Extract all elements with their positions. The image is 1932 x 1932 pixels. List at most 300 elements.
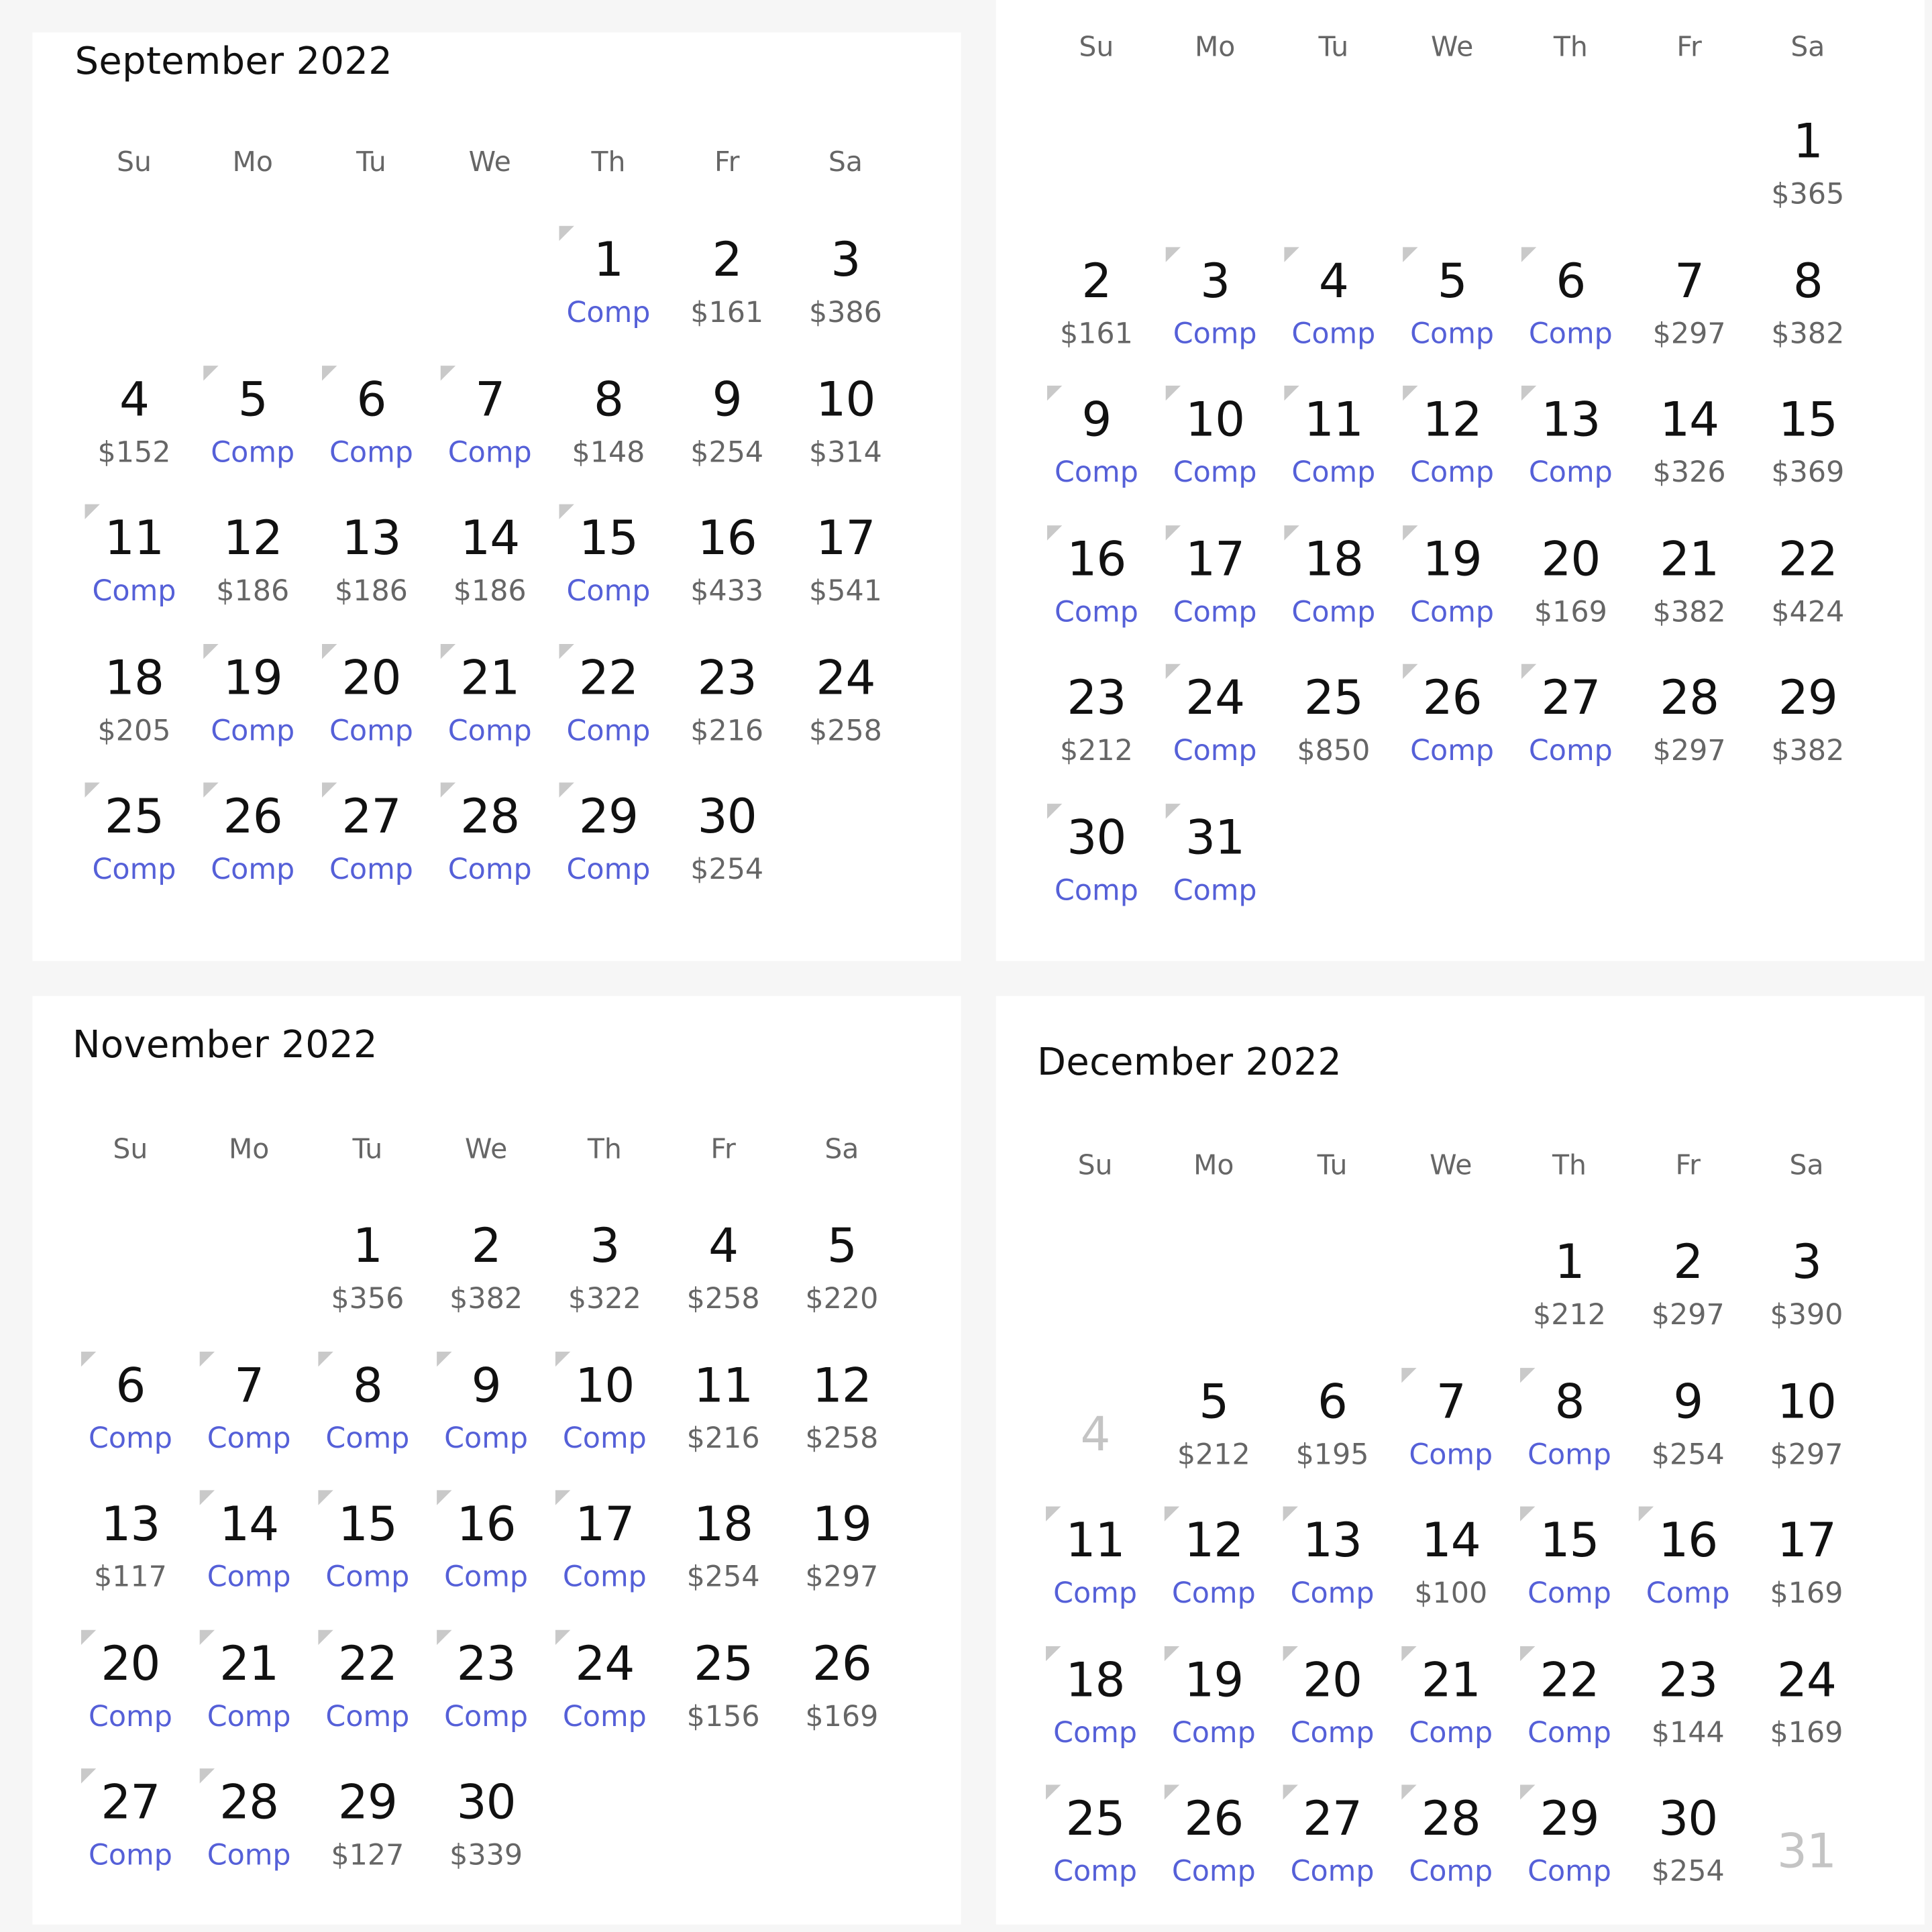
day-number: 15 xyxy=(1778,392,1837,447)
day-cell[interactable] xyxy=(1748,1228,1866,1367)
weekday-header xyxy=(71,1132,901,1169)
corner-flag-icon xyxy=(200,1768,215,1783)
day-cell[interactable] xyxy=(667,504,786,643)
weekday-label: Sa xyxy=(824,1134,859,1166)
corner-flag-icon xyxy=(322,783,337,798)
day-cell[interactable] xyxy=(75,504,194,643)
day-number: 2 xyxy=(1081,252,1112,308)
day-cell[interactable] xyxy=(545,1212,664,1351)
day-number: 2 xyxy=(471,1218,501,1273)
day-number: 7 xyxy=(1436,1373,1466,1429)
day-number: 22 xyxy=(337,1635,397,1690)
price-label: $314 xyxy=(808,436,882,469)
day-cell[interactable] xyxy=(1155,1784,1273,1923)
price-label: $169 xyxy=(1534,596,1607,629)
day-cell[interactable] xyxy=(549,783,668,922)
day-number: 12 xyxy=(223,510,282,566)
day-number: 28 xyxy=(1660,670,1719,725)
day-cell[interactable] xyxy=(312,365,431,504)
day-cell[interactable] xyxy=(783,1212,902,1351)
price-label: $541 xyxy=(808,575,882,608)
day-number: 9 xyxy=(1673,1373,1703,1429)
price-label: $258 xyxy=(805,1422,879,1455)
day-number: 7 xyxy=(475,371,505,427)
day-cell[interactable] xyxy=(1748,1507,1866,1646)
day-cell[interactable] xyxy=(549,504,668,643)
day-cell[interactable] xyxy=(664,1351,783,1490)
day-cell[interactable] xyxy=(549,365,668,504)
corner-flag-icon xyxy=(1520,1367,1535,1382)
day-cell[interactable] xyxy=(1748,1646,1866,1784)
corner-flag-icon xyxy=(1166,386,1181,400)
day-cell[interactable] xyxy=(190,1490,309,1629)
empty-cell xyxy=(1391,1228,1510,1367)
day-cell[interactable] xyxy=(309,1629,427,1768)
day-cell[interactable] xyxy=(1393,386,1511,525)
comp-label: Comp xyxy=(444,1422,529,1455)
price-label: $254 xyxy=(690,436,764,469)
day-cell[interactable] xyxy=(309,1490,427,1629)
day-cell[interactable] xyxy=(545,1351,664,1490)
day-number: 13 xyxy=(1541,392,1601,447)
day-number: 17 xyxy=(816,510,875,566)
comp-label: Comp xyxy=(1054,456,1138,490)
day-cell[interactable] xyxy=(1391,1646,1510,1784)
day-cell[interactable] xyxy=(1155,1367,1273,1506)
price-label: $382 xyxy=(1771,735,1845,768)
day-cell[interactable] xyxy=(312,643,431,782)
day-cell[interactable] xyxy=(309,1768,427,1907)
day-cell[interactable] xyxy=(71,1768,190,1907)
day-cell[interactable] xyxy=(1749,525,1868,663)
day-cell[interactable] xyxy=(1510,1646,1629,1784)
comp-label: Comp xyxy=(1053,1717,1137,1750)
price-label: $144 xyxy=(1651,1717,1725,1750)
day-cell[interactable] xyxy=(667,365,786,504)
day-number: 23 xyxy=(1658,1652,1718,1707)
day-cell[interactable] xyxy=(427,1629,545,1768)
price-label: $205 xyxy=(97,714,171,747)
corner-flag-icon xyxy=(81,1629,96,1644)
day-cell[interactable] xyxy=(1391,1367,1510,1506)
price-label: $258 xyxy=(686,1283,760,1316)
month-september-2022 xyxy=(32,32,961,961)
day-number: 26 xyxy=(1422,670,1482,725)
day-cell[interactable] xyxy=(1156,803,1275,942)
day-cell[interactable] xyxy=(1630,246,1749,385)
comp-label: Comp xyxy=(1173,874,1257,907)
day-number: 24 xyxy=(575,1635,635,1690)
corner-flag-icon xyxy=(1403,386,1417,400)
day-number: 26 xyxy=(223,788,282,844)
day-cell[interactable] xyxy=(309,1351,427,1490)
comp-label: Comp xyxy=(1527,1577,1611,1610)
comp-label: Comp xyxy=(444,1561,529,1594)
corner-flag-icon xyxy=(441,365,455,380)
day-cell[interactable] xyxy=(783,1629,902,1768)
day-cell[interactable] xyxy=(190,1629,309,1768)
day-cell[interactable] xyxy=(1155,1507,1273,1646)
corner-flag-icon xyxy=(1283,1646,1298,1660)
day-cell[interactable] xyxy=(1156,525,1275,663)
corner-flag-icon xyxy=(1165,1784,1179,1799)
day-cell[interactable] xyxy=(1273,1784,1392,1923)
corner-flag-icon xyxy=(1284,525,1299,539)
day-cell[interactable] xyxy=(1037,386,1156,525)
day-cell[interactable] xyxy=(664,1212,783,1351)
weekday-label: Th xyxy=(587,1134,622,1166)
price-label: $212 xyxy=(1177,1438,1250,1471)
weekday-label: Mo xyxy=(232,147,273,179)
day-number: 11 xyxy=(694,1357,753,1413)
comp-label: Comp xyxy=(325,1700,410,1733)
day-number: 20 xyxy=(1302,1652,1362,1707)
day-cell[interactable] xyxy=(1749,107,1868,246)
day-grid xyxy=(1037,107,1867,943)
day-cell[interactable] xyxy=(1629,1784,1748,1923)
day-number: 21 xyxy=(1660,531,1719,586)
day-cell[interactable] xyxy=(431,783,549,922)
day-number: 3 xyxy=(830,232,861,287)
comp-label: Comp xyxy=(566,297,651,330)
day-cell[interactable] xyxy=(75,643,194,782)
empty-cell xyxy=(1275,107,1393,246)
day-cell[interactable] xyxy=(783,1490,902,1629)
day-cell[interactable] xyxy=(1749,246,1868,385)
day-number: 27 xyxy=(1541,670,1601,725)
day-cell[interactable] xyxy=(193,783,312,922)
day-cell[interactable] xyxy=(1391,1507,1510,1646)
corner-flag-icon xyxy=(1283,1784,1298,1799)
comp-label: Comp xyxy=(1171,1577,1256,1610)
day-cell[interactable] xyxy=(1629,1367,1748,1506)
price-label: $117 xyxy=(93,1561,167,1594)
corner-flag-icon xyxy=(81,1768,96,1783)
corner-flag-icon xyxy=(1046,1784,1061,1799)
corner-flag-icon xyxy=(559,226,574,241)
corner-flag-icon xyxy=(81,1351,96,1366)
day-cell[interactable] xyxy=(1155,1646,1273,1784)
weekday-label: Th xyxy=(591,147,626,179)
day-number: 19 xyxy=(812,1496,871,1552)
day-number: 23 xyxy=(697,649,757,705)
comp-label: Comp xyxy=(211,853,295,886)
day-cell[interactable] xyxy=(667,783,786,922)
day-number: 27 xyxy=(1302,1790,1362,1846)
day-number: 3 xyxy=(1200,252,1230,308)
day-cell[interactable] xyxy=(1037,246,1156,385)
day-number: 30 xyxy=(697,788,757,844)
comp-label: Comp xyxy=(207,1700,291,1733)
day-number: 21 xyxy=(1421,1652,1481,1707)
day-cell[interactable] xyxy=(667,643,786,782)
day-number: 27 xyxy=(101,1774,160,1830)
price-label: $297 xyxy=(805,1561,879,1594)
day-cell[interactable] xyxy=(783,1351,902,1490)
corner-flag-icon xyxy=(1165,1507,1179,1521)
comp-label: Comp xyxy=(329,436,413,469)
day-grid xyxy=(75,226,905,922)
day-number: 14 xyxy=(1421,1512,1481,1568)
day-number: 12 xyxy=(812,1357,871,1413)
weekday-label: Fr xyxy=(714,147,740,179)
corner-flag-icon xyxy=(1521,386,1536,400)
comp-label: Comp xyxy=(1054,596,1138,629)
day-number: 8 xyxy=(352,1357,382,1413)
day-cell[interactable] xyxy=(1630,525,1749,663)
corner-flag-icon xyxy=(1046,1646,1061,1660)
comp-label: Comp xyxy=(1291,317,1376,350)
weekday-label: Fr xyxy=(1676,32,1702,64)
price-label: $186 xyxy=(453,575,527,608)
day-number: 1 xyxy=(1554,1234,1585,1289)
day-number: 13 xyxy=(101,1496,160,1552)
day-cell[interactable] xyxy=(1273,1367,1392,1506)
day-cell[interactable] xyxy=(1630,386,1749,525)
day-cell[interactable] xyxy=(1275,525,1393,663)
day-cell[interactable] xyxy=(1275,664,1393,803)
price-label: $216 xyxy=(686,1422,760,1455)
day-cell[interactable] xyxy=(1511,246,1630,385)
day-cell[interactable] xyxy=(1275,386,1393,525)
day-cell[interactable] xyxy=(312,504,431,643)
day-cell[interactable] xyxy=(190,1768,309,1907)
day-number: 1 xyxy=(1792,113,1823,169)
day-cell[interactable] xyxy=(1630,664,1749,803)
corner-flag-icon xyxy=(1403,246,1417,261)
comp-label: Comp xyxy=(211,436,295,469)
day-number: 6 xyxy=(356,371,386,427)
day-cell[interactable] xyxy=(1037,664,1156,803)
day-cell[interactable] xyxy=(1510,1507,1629,1646)
day-cell[interactable] xyxy=(1391,1784,1510,1923)
comp-label: Comp xyxy=(1053,1856,1137,1888)
comp-label: Comp xyxy=(562,1561,647,1594)
day-number: 3 xyxy=(590,1218,620,1273)
comp-label: Comp xyxy=(207,1422,291,1455)
comp-label: Comp xyxy=(1646,1577,1730,1610)
day-cell[interactable] xyxy=(1510,1367,1629,1506)
weekday-label: Mo xyxy=(1193,1150,1234,1182)
day-cell[interactable] xyxy=(1036,1507,1155,1646)
corner-flag-icon xyxy=(1166,803,1181,818)
day-cell[interactable] xyxy=(664,1490,783,1629)
corner-flag-icon xyxy=(85,504,100,519)
corner-flag-icon xyxy=(559,783,574,798)
price-label: $322 xyxy=(568,1283,641,1316)
day-number: 15 xyxy=(578,510,639,566)
comp-label: Comp xyxy=(207,1561,291,1594)
day-number: 4 xyxy=(119,371,150,427)
day-cell[interactable] xyxy=(431,504,549,643)
day-cell[interactable] xyxy=(312,783,431,922)
corner-flag-icon xyxy=(1401,1646,1416,1660)
day-cell[interactable] xyxy=(431,365,549,504)
day-number: 25 xyxy=(694,1635,753,1690)
day-cell[interactable] xyxy=(1036,1646,1155,1784)
price-label: $356 xyxy=(331,1283,405,1316)
corner-flag-icon xyxy=(555,1490,570,1505)
price-label: $433 xyxy=(690,575,764,608)
day-cell[interactable] xyxy=(545,1490,664,1629)
day-cell[interactable] xyxy=(193,504,312,643)
comp-label: Comp xyxy=(566,853,651,886)
day-cell[interactable] xyxy=(1036,1784,1155,1923)
weekday-label: Sa xyxy=(1790,32,1825,64)
day-cell[interactable] xyxy=(664,1629,783,1768)
comp-label: Comp xyxy=(562,1700,647,1733)
corner-flag-icon xyxy=(1046,1507,1061,1521)
day-cell[interactable] xyxy=(1393,525,1511,663)
day-cell[interactable] xyxy=(1156,246,1275,385)
corner-flag-icon xyxy=(437,1351,451,1366)
price-label: $127 xyxy=(331,1839,405,1872)
day-cell[interactable] xyxy=(75,783,194,922)
price-label: $169 xyxy=(1770,1577,1843,1610)
day-cell[interactable] xyxy=(1273,1507,1392,1646)
price-label: $297 xyxy=(1770,1438,1843,1471)
price-label: $186 xyxy=(216,575,290,608)
day-cell[interactable] xyxy=(667,226,786,365)
comp-label: Comp xyxy=(207,1839,291,1872)
price-label: $369 xyxy=(1771,456,1845,490)
day-cell[interactable] xyxy=(427,1351,545,1490)
day-number: 5 xyxy=(237,371,268,427)
price-label: $156 xyxy=(686,1700,760,1733)
day-number: 11 xyxy=(104,510,164,566)
comp-label: Comp xyxy=(329,714,413,747)
corner-flag-icon xyxy=(441,643,455,658)
day-cell[interactable] xyxy=(1748,1367,1866,1506)
day-cell[interactable] xyxy=(71,1351,190,1490)
day-cell[interactable] xyxy=(1273,1646,1392,1784)
weekday-label: Su xyxy=(1079,32,1114,64)
day-cell[interactable] xyxy=(1749,386,1868,525)
day-cell[interactable] xyxy=(1629,1228,1748,1367)
day-number: 24 xyxy=(1776,1652,1837,1707)
comp-label: Comp xyxy=(92,575,176,608)
day-number: 12 xyxy=(1422,392,1482,447)
day-number: 16 xyxy=(456,1496,516,1552)
day-cell[interactable] xyxy=(786,226,905,365)
day-grid xyxy=(1036,1228,1866,1924)
day-cell[interactable] xyxy=(190,1351,309,1490)
day-number: 28 xyxy=(460,788,520,844)
day-cell[interactable] xyxy=(549,643,668,782)
comp-label: Comp xyxy=(211,714,295,747)
corner-flag-icon xyxy=(1283,1507,1298,1521)
corner-flag-icon xyxy=(1166,525,1181,539)
day-cell[interactable] xyxy=(193,365,312,504)
day-cell[interactable] xyxy=(786,643,905,782)
comp-label: Comp xyxy=(566,714,651,747)
corner-flag-icon xyxy=(1639,1507,1654,1521)
day-number: 19 xyxy=(1184,1652,1244,1707)
weekday-label: Tu xyxy=(1317,1150,1348,1182)
day-cell[interactable] xyxy=(1629,1646,1748,1784)
corner-flag-icon xyxy=(437,1490,451,1505)
comp-label: Comp xyxy=(1053,1577,1137,1610)
day-number: 29 xyxy=(337,1774,397,1830)
weekday-label: We xyxy=(1430,1150,1472,1182)
day-number: 25 xyxy=(1065,1790,1125,1846)
day-number: 22 xyxy=(578,649,639,705)
day-cell[interactable] xyxy=(1510,1228,1629,1367)
comp-label: Comp xyxy=(1528,735,1613,768)
day-number: 24 xyxy=(816,649,875,705)
day-cell[interactable] xyxy=(427,1212,545,1351)
day-cell[interactable] xyxy=(1749,664,1868,803)
weekday-header xyxy=(1036,1148,1866,1186)
month-december-2022 xyxy=(996,996,1925,1925)
day-cell[interactable] xyxy=(71,1629,190,1768)
day-cell[interactable] xyxy=(1510,1784,1629,1923)
day-cell[interactable] xyxy=(1511,664,1630,803)
day-cell[interactable] xyxy=(431,643,549,782)
day-cell xyxy=(1036,1367,1155,1506)
day-cell[interactable] xyxy=(71,1490,190,1629)
corner-flag-icon xyxy=(200,1629,215,1644)
corner-flag-icon xyxy=(318,1351,333,1366)
comp-label: Comp xyxy=(566,575,651,608)
day-number: 29 xyxy=(1540,1790,1599,1846)
day-cell[interactable] xyxy=(1511,525,1630,663)
day-number: 9 xyxy=(471,1357,501,1413)
corner-flag-icon xyxy=(322,643,337,658)
day-cell[interactable] xyxy=(1511,386,1630,525)
day-grid xyxy=(71,1212,901,1908)
day-number: 3 xyxy=(1791,1234,1822,1289)
price-label: $386 xyxy=(808,297,882,330)
comp-label: Comp xyxy=(1171,1856,1256,1888)
empty-cell xyxy=(75,226,194,365)
day-cell[interactable] xyxy=(1393,664,1511,803)
day-cell[interactable] xyxy=(1393,246,1511,385)
corner-flag-icon xyxy=(85,783,100,798)
day-cell[interactable] xyxy=(427,1490,545,1629)
day-cell[interactable] xyxy=(193,643,312,782)
day-cell[interactable] xyxy=(75,365,194,504)
day-number: 31 xyxy=(1185,809,1245,865)
day-cell[interactable] xyxy=(1156,386,1275,525)
corner-flag-icon xyxy=(1520,1784,1535,1799)
day-number: 15 xyxy=(1540,1512,1599,1568)
day-cell[interactable] xyxy=(1629,1507,1748,1646)
day-cell[interactable] xyxy=(545,1629,664,1768)
day-cell[interactable] xyxy=(427,1768,545,1907)
day-number: 30 xyxy=(456,1774,516,1830)
corner-flag-icon xyxy=(1403,664,1417,679)
day-number: 5 xyxy=(826,1218,857,1273)
price-label: $220 xyxy=(805,1283,879,1316)
comp-label: Comp xyxy=(1410,596,1495,629)
day-cell[interactable] xyxy=(786,365,905,504)
price-label: $186 xyxy=(335,575,408,608)
day-cell[interactable] xyxy=(1037,525,1156,663)
comp-label: Comp xyxy=(1291,596,1376,629)
day-cell[interactable] xyxy=(309,1212,427,1351)
day-cell[interactable] xyxy=(1156,664,1275,803)
day-cell[interactable] xyxy=(1275,246,1393,385)
corner-flag-icon xyxy=(203,783,218,798)
day-number: 2 xyxy=(1673,1234,1703,1289)
corner-flag-icon xyxy=(1047,525,1062,539)
day-cell[interactable] xyxy=(549,226,668,365)
day-cell[interactable] xyxy=(786,504,905,643)
comp-label: Comp xyxy=(1527,1856,1611,1888)
day-cell[interactable] xyxy=(1037,803,1156,942)
price-label: $148 xyxy=(572,436,645,469)
